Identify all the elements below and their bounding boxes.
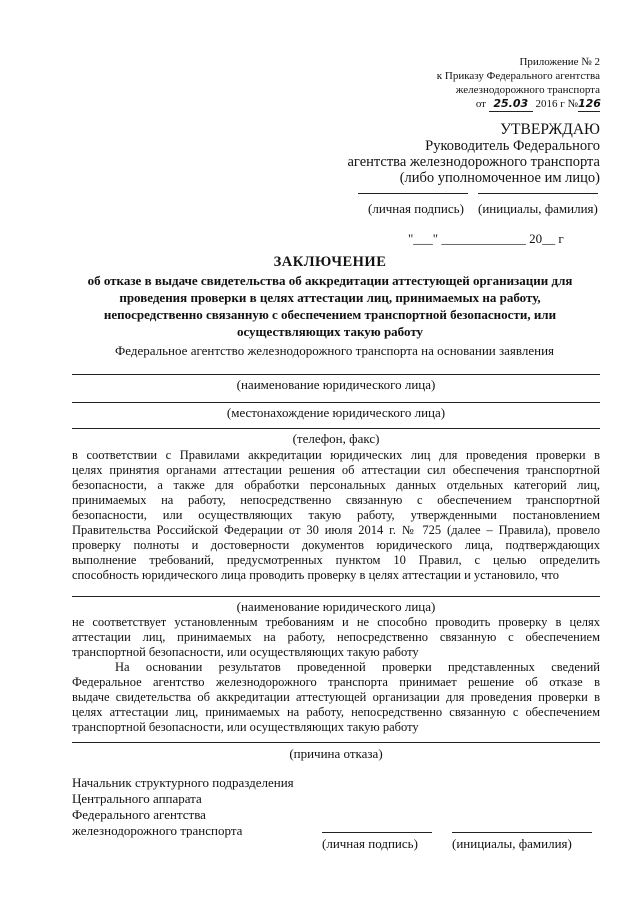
approval-signature-label: (личная подпись) <box>368 201 464 216</box>
label-legal-entity-name: (наименование юридического лица) <box>236 377 436 392</box>
fill-line-name-2 <box>72 596 600 597</box>
subtitle-line-3: непосредственно связанную с обеспечением транспортной безопасности, или <box>103 307 557 322</box>
approval-signature-line <box>358 193 468 194</box>
fill-line-reason <box>72 742 600 743</box>
number-handwritten: 126 <box>578 97 601 110</box>
label-legal-entity-name-2: (наименование юридического лица) <box>236 599 436 614</box>
fill-line-name <box>72 374 600 375</box>
para2-line-1: не соответствует установленным требованиям и не способно проводить проверку в целях <box>72 615 600 629</box>
signatory-block <box>72 775 294 839</box>
para2-line-3: транспортной безопасности, или осуществляющих такую работу <box>72 645 419 659</box>
para1-line-8: выполнение требований, предусмотренных пунктом 10 Правил, с целью определить <box>72 553 600 567</box>
subtitle-line-1: об отказе в выдаче свидетельства об аккредитации аттестующей организации для <box>87 273 573 288</box>
para1-line-4: принимаемых на работу, непосредственно связанную с обеспечением транспортной <box>72 493 600 507</box>
appendix-date-line <box>360 97 600 112</box>
para3-line-1: На основании результатов проведенной проверки представленных сведений <box>115 660 600 674</box>
signatory-line-4: железнодорожного транспорта <box>72 823 243 838</box>
fill-line-location <box>72 402 600 403</box>
appendix-line-1: Приложение № 2 <box>519 56 600 68</box>
document-title: ЗАКЛЮЧЕНИЕ <box>273 254 387 270</box>
para1-line-2: целях принятия органами аттестации решения об аттестации сил обеспечения транспортной <box>72 463 600 477</box>
appendix-line-2: к Приказу Федерального агентства <box>436 70 600 82</box>
document-subtitle <box>60 272 600 340</box>
para1-line-1: в соответствии с Правилами аккредитации юридических лиц для проведения проверки в <box>72 448 600 462</box>
signatory-line-3: Федерального агентства <box>72 807 206 822</box>
date-prefix: от <box>475 98 486 110</box>
approval-line-3: (либо уполномоченное им лицо) <box>399 170 600 186</box>
intro-text: Федеральное агентство железнодорожного транспорта на основании заявления <box>115 343 555 358</box>
date-year: 2016 г <box>535 98 565 110</box>
approval-date-line: "___" _____________ 20__ г <box>408 231 564 246</box>
approval-initials-line <box>478 193 598 194</box>
subtitle-line-4: осуществляющих такую работу <box>236 324 424 339</box>
approval-line-1: Руководитель Федерального <box>425 138 600 154</box>
label-refusal-reason: (причина отказа) <box>289 746 383 761</box>
approval-title: УТВЕРЖДАЮ <box>500 121 600 138</box>
signatory-line-1: Начальник структурного подразделения <box>72 775 294 790</box>
date-handwritten: 25.03 <box>489 97 533 112</box>
label-legal-entity-location: (местонахождение юридического лица) <box>226 405 446 420</box>
number-prefix: № <box>567 98 578 110</box>
para3-line-5: транспортной безопасности, или осуществляющих такую работу <box>72 720 419 734</box>
approval-initials-label: (инициалы, фамилия) <box>478 201 598 216</box>
appendix-block <box>360 55 600 112</box>
footer-initials-label: (инициалы, фамилия) <box>452 836 572 851</box>
para1-line-9: способность юридического лица проводить проверку в целях аттестации и установило, что <box>72 568 559 582</box>
label-phone-fax: (телефон, факс) <box>292 431 380 446</box>
para1-line-3: безопасности, а также для обработки персональных данных отдельных категорий лиц, <box>72 478 600 492</box>
para3-line-4: целях аттестации лиц, принимаемых на работу, непосредственно связанную с обеспечением <box>72 705 600 719</box>
para1-line-5: безопасности, или осуществляющих такую работу, утвержденными постановлением <box>72 508 600 522</box>
appendix-line-3: железнодорожного транспорта <box>455 84 600 96</box>
fill-line-phone <box>72 428 600 429</box>
para1-line-6: Правительства Российской Федерации от 30 июля 2014 г. № 725 (далее – Правила), провело <box>72 523 600 537</box>
approval-block <box>280 122 600 186</box>
para1-line-7: проверку полноты и достоверности документов юридического лица, подтверждающих <box>72 538 600 552</box>
signatory-line-2: Центрального аппарата <box>72 791 202 806</box>
para3-line-2: Федеральное агентство железнодорожного транспорта принимает решение об отказе в <box>72 675 600 689</box>
footer-initials-line <box>452 832 592 833</box>
subtitle-line-2: проведения проверки в целях аттестации лиц, принимаемых на работу, <box>119 290 541 305</box>
para3-line-3: выдаче свидетельства об аккредитации аттестующей организации для проведения проверки в <box>72 690 600 704</box>
footer-signature-line <box>322 832 432 833</box>
approval-line-2: агентства железнодорожного транспорта <box>347 154 600 170</box>
footer-signature-label: (личная подпись) <box>322 836 418 851</box>
para2-line-2: аттестации лиц, принимаемых на работу, непосредственно связанную с обеспечением <box>72 630 600 644</box>
